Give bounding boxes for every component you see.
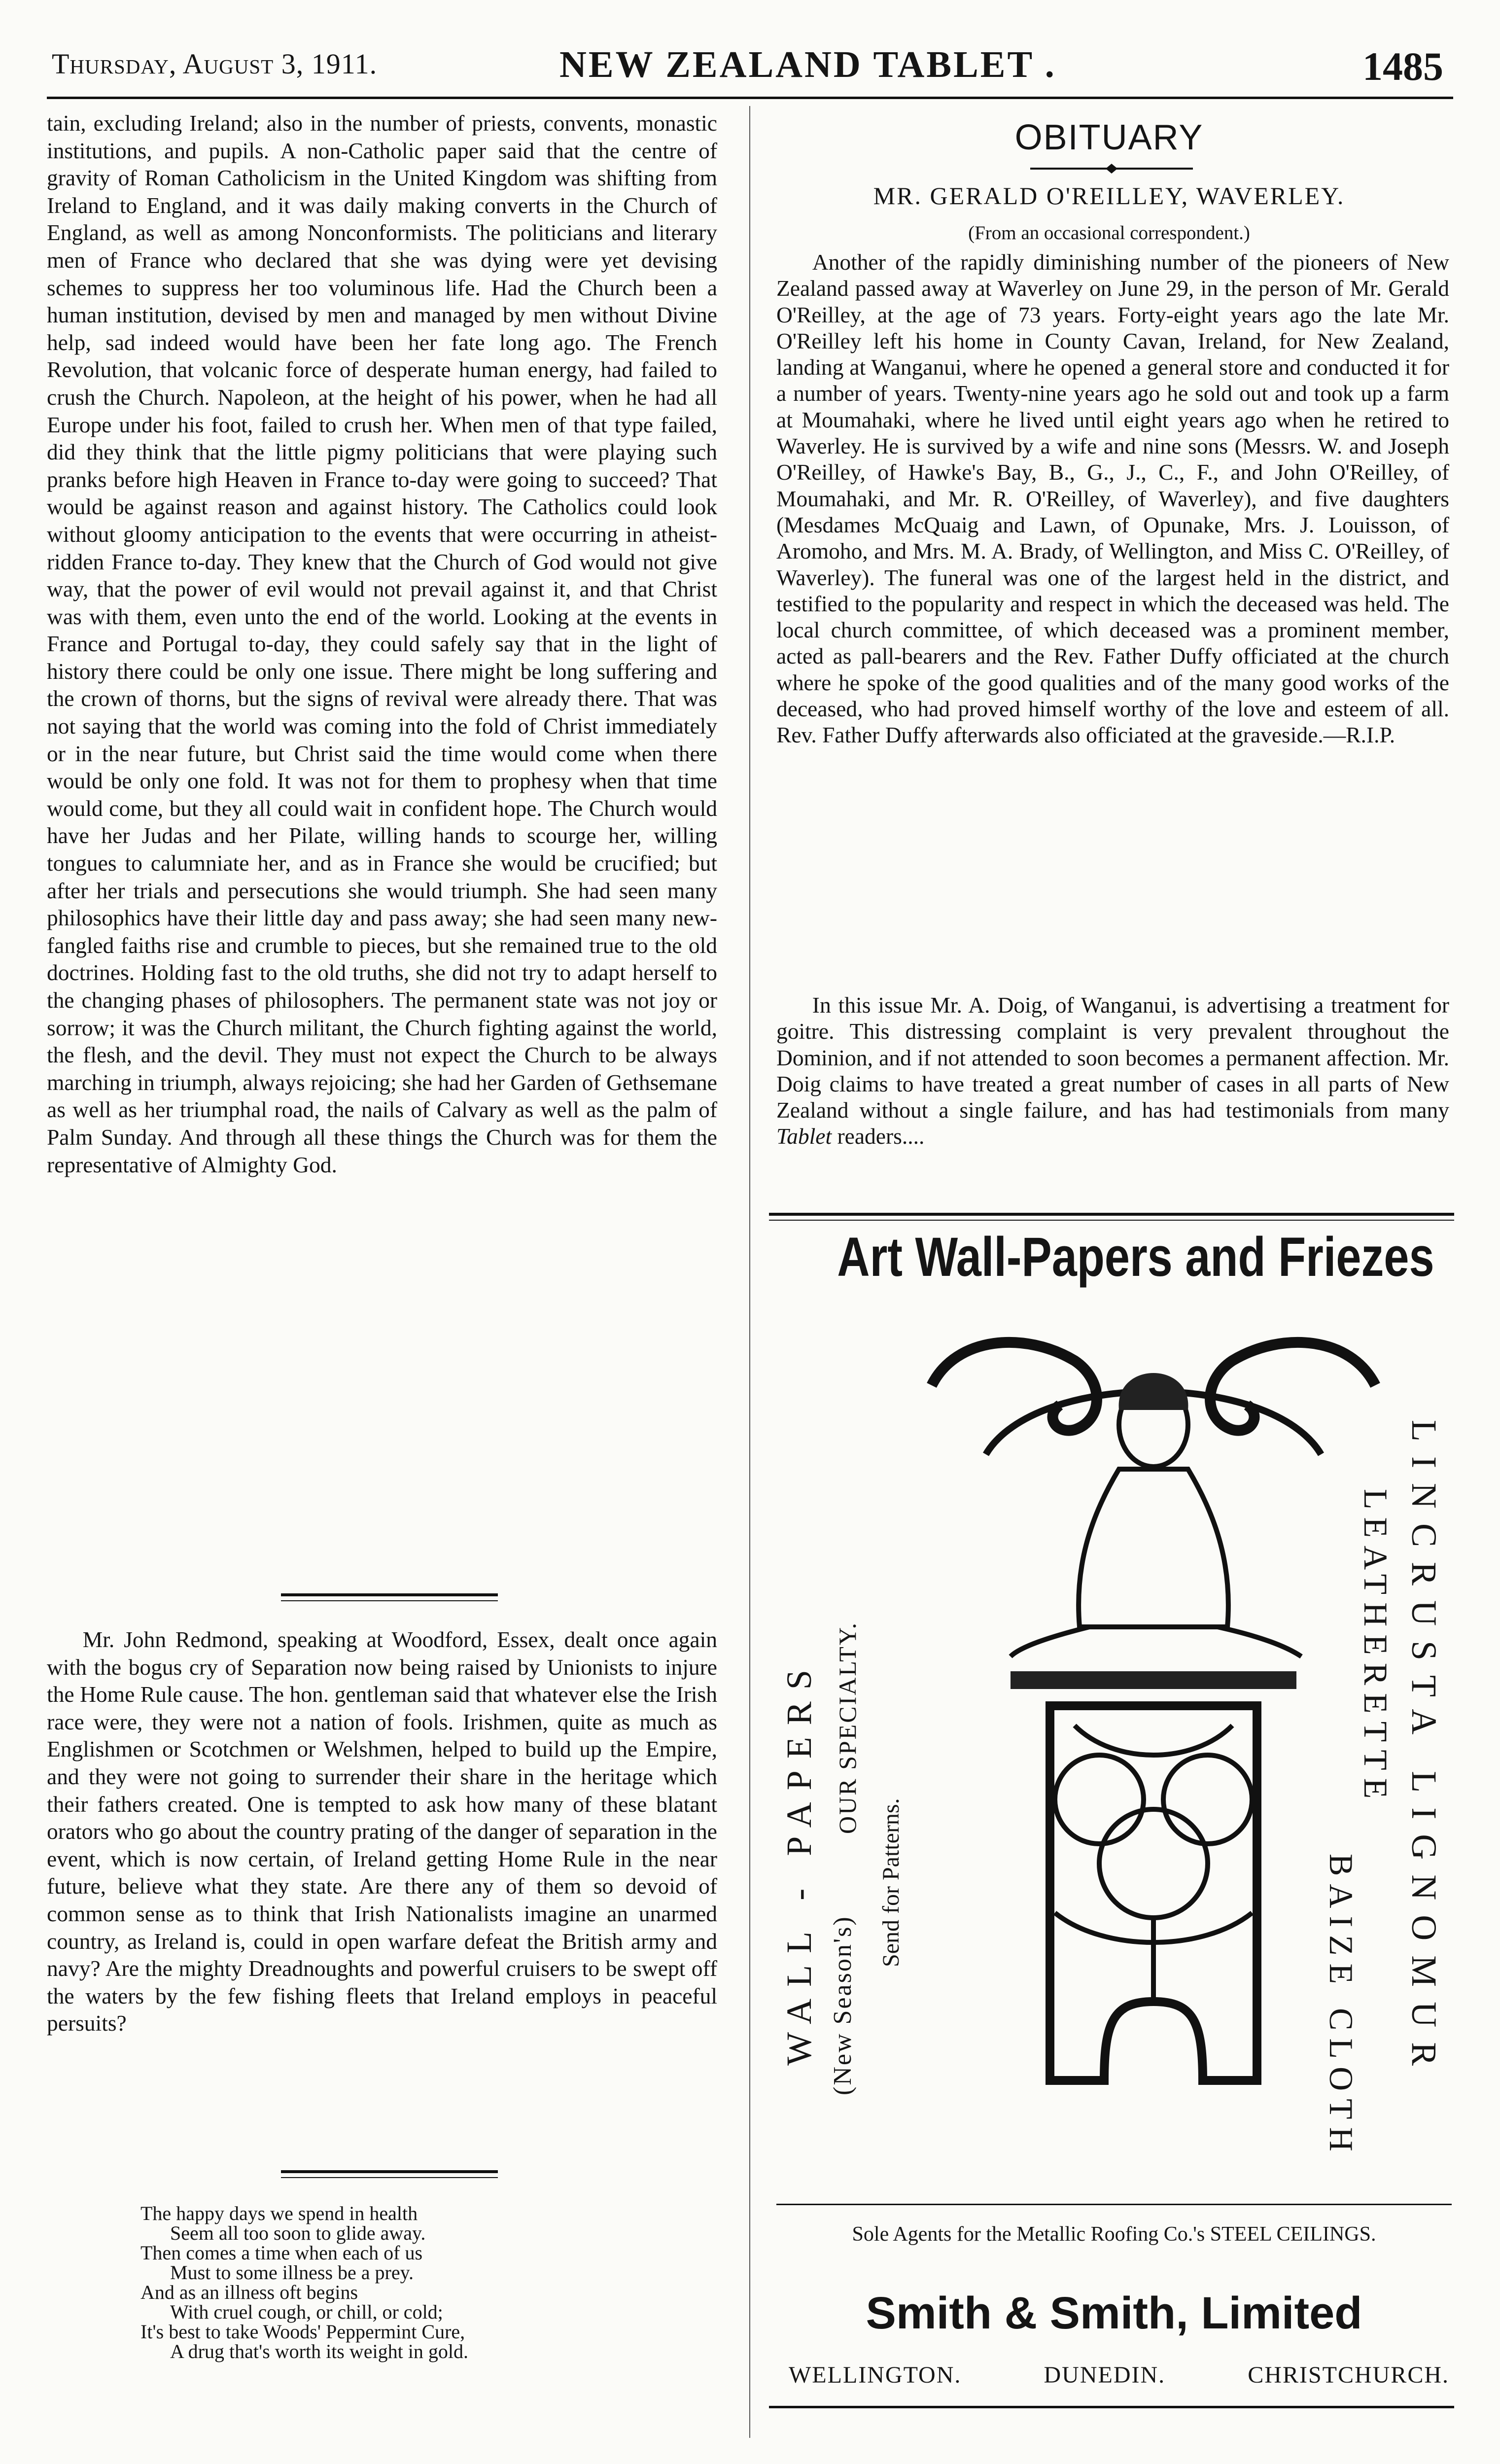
ad-company-name: Smith & Smith, Limited xyxy=(866,2288,1362,2338)
obituary-paragraph: Another of the rapidly diminishing number of the pioneers of New Zealand passed away at Waverley on June 29, in the person of Mr. Gerald O'Reilley, at the age of 73 years. Forty-eight years ago the late Mr. O'Reilley left his home in County Cavan, Ireland, for New Zealand, landing at Wanganui, where he opened a general store and conducted it for a number of years. Twenty-nine years ago he sold out and took up a farm at Moumahaki, where he lived until eight years ago when he retired to Waverley. He is survived by a wife and nine sons (Messrs. W. and Joseph O'Reilley, of Hawke's Bay, B., G., J., C., F., and John O'Reilley, of Moumahaki, and Mr. R. O'Reilley, of Waverley), and five daughters (Mesdames McQuaig and Lawn, of Opunake, Mrs. J. Louisson, of Aromoho, and Mrs. M. A. Brady, of Wellington, and Miss C. O'Reilley, of Waverley). The funeral was one of the largest held in the district, and testified to the popularity and respect in which the deceased was held. The local church committee, of which deceased was a prominent member, acted as pall-bearers and the Rev. Father Duffy officiated at the church where he spoke of the good qualities and of the many good works of the deceased, who had proved himself worthy of the love and esteem of all. Rev. Father Duffy afterwards also officiated at the graveside.—R.I.P. xyxy=(776,249,1449,748)
section-separator-thin xyxy=(281,1600,498,1601)
article-paragraph: tain, excluding Ireland; also in the number of priests, convents, monastic institutions, and pupils. A non-Catholic paper said that the centre of gravity of Roman Catholicism in the United Kingdom was shifting from Ireland to England, and it was daily making converts in the Church of England, as well as among Nonconformists. The politicians and literary men of France who declared that she was dying were yet devising schemes to suppress her too voluminous life. Had the Church been a human institution, devised by men and managed by men without Divine help, sad indeed would have been her fate long ago. The French Revolution, that volcanic force of desperate human energy, had failed to crush the Church. Napoleon, at the height of his power, when he had all Europe under his foot, failed to crush her. When men of that type failed, did they think that the little pigmy politicians that were playing such pranks before high Heaven in France to-day were going to succeed? That would be against reason and against history. The Catholics could look without gloomy anticipation to the events that were occurring in atheist-ridden France to-day. They knew that the Church of God would not give way, that the power of evil would not prevail against it, and that Christ was with them, even unto the end of the world. Looking at the events in France and Portugal to-day, they could safely say that in the light of history there could be only one issue. There might be long suffering and the crown of thorns, but the signs of revival were already there. That was not saying that the world was coming into the fold of Christ immediately or in the near future, but Christ said the time would come when there would be only one fold. It was not for them to prophesy when that time would come, but they all could wait in confident hope. The Church would have her Judas and her Pilate, willing hands to scourge her, willing tongues to calumniate her, and as in France she would be crucified; but after her trials and persecutions she would triumph. She had seen many philosophics have their little day and pass away; she had seen many new-fangled faiths rise and crumble to pieces, but she remained true to the old doctrines. Holding fast to the old truths, she did not try to adapt herself to the changing phases of philosophers. The permanent state was not joy or sorrow; it was the Church militant, the Church fighting against the world, the flesh, and the devil. They must not expect the Church to be always marching in triumph, always rejoicing; she had her Garden of Gethsemane as well as her triumphal road, the nails of Calvary as well as the palm of Palm Sunday. And through all these things the Church was for them the representative of Almighty God. xyxy=(47,110,717,1177)
obituary-body xyxy=(776,249,1449,748)
city-dunedin: DUNEDIN. xyxy=(1044,2362,1166,2388)
poem-line: A drug that's worth its weight in gold. xyxy=(170,2340,468,2362)
ad-cities xyxy=(789,2361,1449,2389)
ad-baize-cloth-text: BAIZE CLOTH xyxy=(1323,1854,1360,2159)
notice-text-end: readers.... xyxy=(837,1124,925,1149)
city-christchurch: CHRISTCHURCH. xyxy=(1248,2362,1449,2388)
goitre-notice xyxy=(776,992,1449,1150)
article-paragraph: Mr. John Redmond, speaking at Woodford, Essex, dealt once again with the bogus cry of Separation now being raised by Unionists to injure the Home Rule cause. The hon. gentleman said that whatever else the Irish race were, they were not a nation of fools. Irishmen, quite as much as Englishmen or Scotchmen or Welshmen, helped to build up the Empire, and they were not going to surrender their share in the heritage which their fathers created. One is tempted to ask how many of these blatant orators who go about the country prating of the danger of separation in the event, which is now certain, of Ireland getting Home Rule in the near future, believe what they state. Are there any of them so devoid of common sense as to think that Irish Nationalists imagine an unarmed country, as Ireland is, could in open warfare defeat the British army and navy? Are the mighty Dreadnoughts and powerful cruisers to be swept off the waters by the few fishing fleets that Ireland employs in peaceful persuits? xyxy=(47,1627,717,2036)
ad-patterns-text: Send for Patterns. xyxy=(878,1798,904,1967)
obituary-subtitle: MR. GERALD O'REILLEY, WAVERLEY. xyxy=(873,182,1345,210)
redmond-article xyxy=(47,1626,717,2037)
section-separator-thin xyxy=(281,2177,498,2178)
ad-new-season-text: (New Season's) xyxy=(829,1915,857,2095)
header-title: NEW ZEALAND TABLET . xyxy=(559,44,1056,85)
poem-line: The happy days we spend in health xyxy=(140,2202,418,2224)
obituary-byline: (From an occasional correspondent.) xyxy=(968,222,1250,244)
poem-line: Must to some illness be a prey. xyxy=(170,2261,414,2284)
poem-line: With cruel cough, or chill, or cold; xyxy=(170,2301,443,2323)
notice-paragraph xyxy=(776,992,1449,1150)
art-nouveau-woman-illustration xyxy=(927,1331,1380,2100)
ad-mid-rule xyxy=(776,2204,1452,2205)
ad-top-rule xyxy=(769,1213,1454,1216)
poem-line: And as an illness oft begins xyxy=(140,2281,358,2303)
header-date: Thursday, August 3, 1911. xyxy=(52,48,378,80)
ad-specialty-text: OUR SPECIALTY. xyxy=(834,1621,861,1834)
ad-title: Art Wall-Papers and Friezes xyxy=(837,1226,1434,1288)
peppermint-cure-poem xyxy=(140,2204,468,2361)
column-divider xyxy=(749,106,750,2438)
ad-leatherette-text: LEATHERETTE xyxy=(1357,1489,1395,1807)
notice-text: In this issue Mr. A. Doig, of Wanganui, is advertising a treatment for goitre. This distressing complaint is very prevalent throughout the Dominion, and if not attended to soon becomes a permanent affection. Mr. Doig claims to have treated a great number of cases in all parts of New Zealand without a single failure, and has had testimonials from many xyxy=(776,992,1449,1123)
poem-line: It's best to take Woods' Peppermint Cure, xyxy=(140,2321,465,2343)
obituary-heading: OBITUARY xyxy=(1014,118,1204,157)
ad-lincrusta-text: LINCRUSTA LIGNOMUR xyxy=(1404,1420,1444,2081)
ornament-divider-icon xyxy=(1030,164,1193,174)
ad-top-rule-thin xyxy=(769,1220,1454,1221)
ad-wall-papers-text: WALL - PAPERS xyxy=(779,1658,819,2066)
notice-italic: Tablet xyxy=(776,1124,832,1149)
header-page-number: 1485 xyxy=(1362,44,1443,89)
section-separator xyxy=(281,2170,498,2173)
poem-line: Seem all too soon to glide away. xyxy=(170,2222,426,2244)
left-column xyxy=(47,109,717,1178)
ad-bottom-rule xyxy=(769,2406,1454,2408)
ad-sole-agents: Sole Agents for the Metallic Roofing Co.'s STEEL CEILINGS. xyxy=(852,2223,1376,2246)
page-header xyxy=(47,43,1453,98)
header-rule xyxy=(47,97,1453,99)
city-wellington: WELLINGTON. xyxy=(789,2362,962,2388)
poem-line: Then comes a time when each of us xyxy=(140,2242,423,2264)
section-separator xyxy=(281,1593,498,1596)
